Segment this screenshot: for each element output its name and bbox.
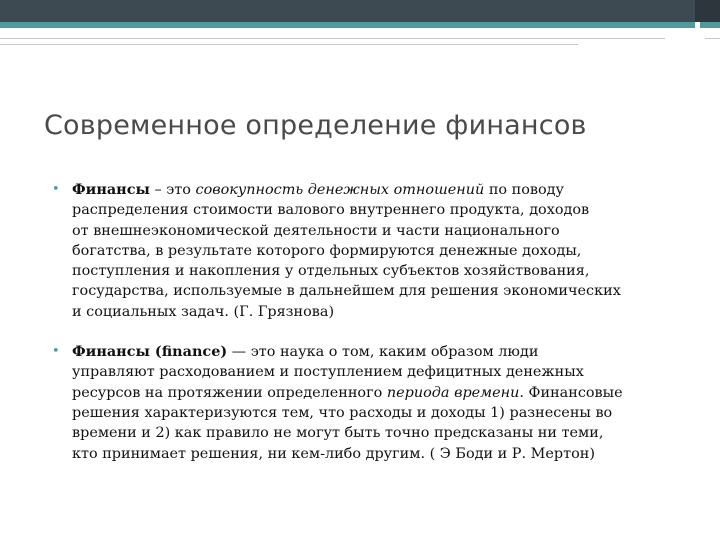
text-run: управляют расходованием и поступлением дефицитных денежных: [72, 364, 584, 381]
bullet-marker: •: [52, 182, 60, 197]
header-accent-strip: [0, 22, 695, 28]
bullet-marker: •: [52, 344, 60, 360]
bullet-line: [72, 423, 682, 443]
text-run: и социальных задач. (Г. Грязнова): [72, 303, 335, 320]
text-run: решения характеризуются тем, что расходы и доходы 1) разнесены во: [72, 404, 613, 421]
decor-line: [705, 38, 720, 39]
bullet-line: [72, 342, 682, 362]
bullet-line: [72, 281, 682, 301]
slide-title: Современное определение финансов: [44, 110, 587, 141]
bullet-item: [52, 342, 682, 464]
bullet-line: [72, 261, 682, 281]
decor-line: [0, 44, 578, 45]
decor-line: [0, 38, 665, 39]
text-run: ресурсов на протяжении определенного: [72, 384, 387, 401]
text-run: кто принимает решения, ни кем-либо другим. ( Э Боди и Р. Мертон): [72, 445, 595, 462]
text-run: времени и 2) как правило не могут быть точно предсказаны ни теми,: [72, 425, 604, 442]
text-run: от внешнеэкономической деятельности и части национального: [72, 222, 560, 239]
text-run: по поводу: [484, 182, 565, 198]
bullet-line: [72, 302, 682, 322]
bullet-line: [72, 403, 682, 423]
term-bold: Финансы: [72, 181, 150, 198]
text-run: государства, используемые в дальнейшем для решения экономических: [72, 283, 621, 300]
header-band-dark: [0, 0, 695, 22]
slide-body: [52, 180, 682, 464]
text-italic: совокупность денежных отношений: [195, 182, 485, 198]
bullet-line: [72, 362, 682, 382]
bullet-line: [72, 200, 682, 220]
bullet-line: [72, 180, 682, 200]
bullet-line: [72, 383, 682, 403]
text-run: распределения стоимости валового внутреннего продукта, доходов: [72, 202, 590, 219]
header-accent-strip-right: [700, 22, 720, 28]
text-run: богатства, в результате которого формируются денежные доходы,: [72, 242, 582, 259]
text-run: – это: [149, 182, 196, 198]
bullet-line: [72, 221, 682, 241]
bullet-item: [52, 180, 682, 322]
header-band: [0, 0, 720, 22]
text-run: . Финансовые: [519, 384, 623, 401]
header-band-right: [695, 0, 720, 22]
bullet-line: [72, 241, 682, 261]
bullet-line: [72, 444, 682, 464]
term-bold: Финансы (finance): [72, 343, 228, 361]
text-italic: периода времени: [386, 384, 520, 401]
text-run: — это наука о том, каким образом люди: [227, 344, 539, 361]
text-run: поступления и накопления у отдельных субъектов хозяйствования,: [72, 263, 590, 280]
